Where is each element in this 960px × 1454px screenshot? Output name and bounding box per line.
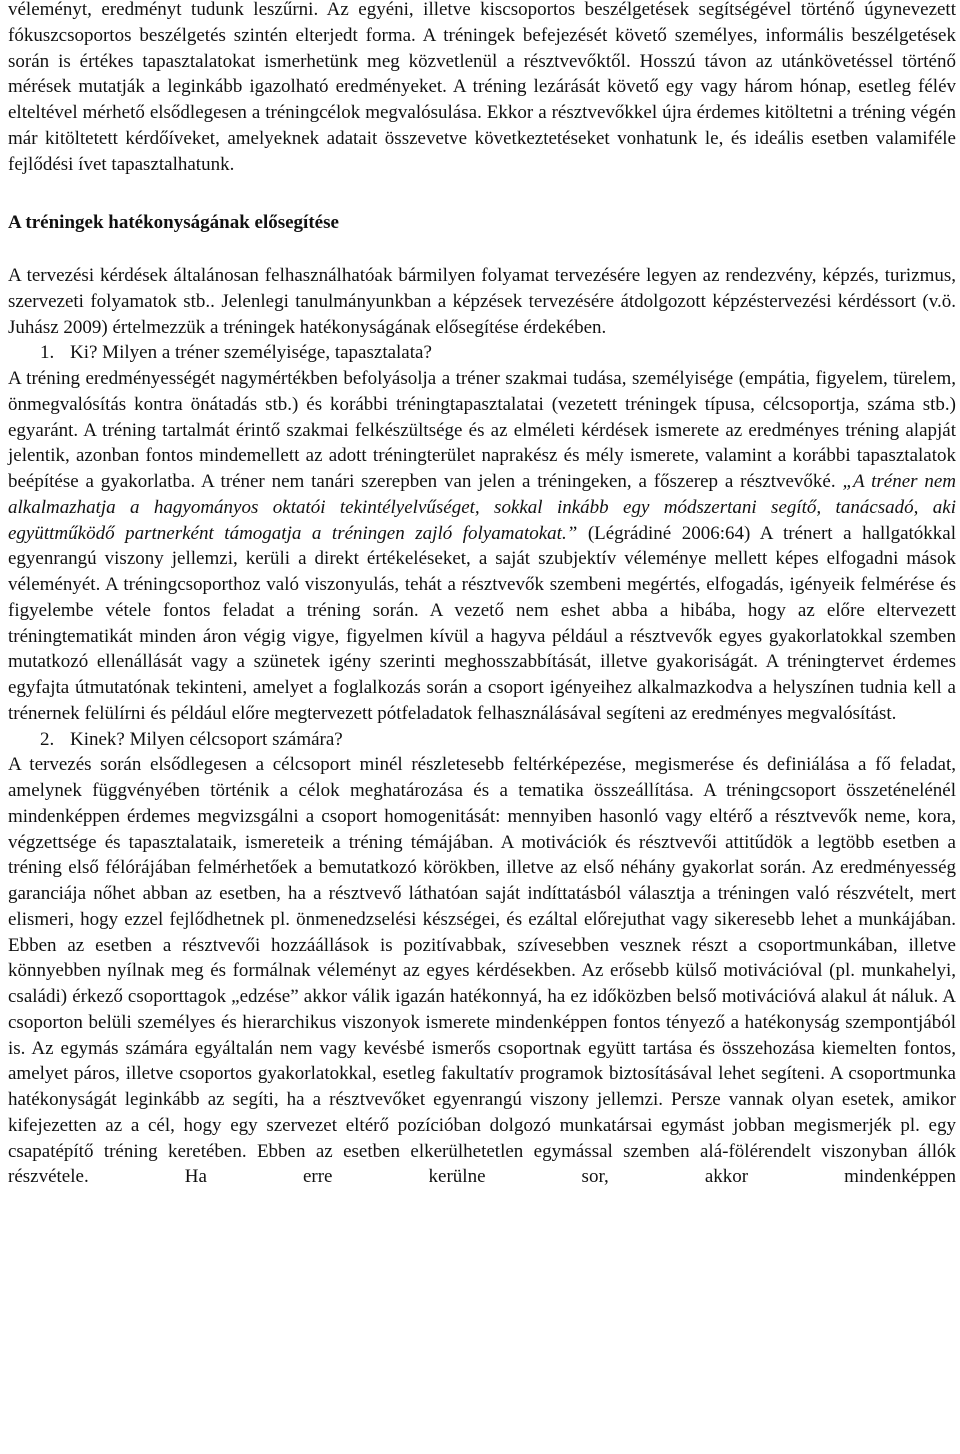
paragraph-planning-questions: A tervezési kérdések általánosan felhasználhatóak bármilyen folyamat tervezésére legyen az rendezvény, képzés, turizmus, szervezeti folyamatok stb.. Jelenlegi tanulmányunkban a képzések tervezésére átdolgozott képzéstervezési kérdéssort (v.ö. Juhász 2009) értelmezzük a tréningek hatékonyságának elősegítése érdekében. [8, 265, 956, 338]
list-item-whom [8, 727, 956, 753]
list-number: 2. [40, 728, 55, 750]
list-item-text: Kinek? Milyen célcsoport számára? [70, 728, 343, 750]
section-heading: A tréningek hatékonyságának elősegítése [8, 212, 339, 234]
paragraph-text: (Légrádiné 2006:64) A trénert a hallgatókkal egyenrangú viszony jellemzi, kerüli a direkt értékeléseket, a saját szubjektív véleménye mellett képes elfogadni mások véleményét. A tréningcsoporthoz való viszonyulás, tehát a résztvevők szembeni megértés, elfogadás, igényeik felmérése és figyelembe vétele fontos feladat a tréning során. A vezető nem eshet abba a hibába, hogy az előre eltervezett tréningtematikát minden áron végig vigye, figyelmen kívül a hagyva például a résztvevők egyes gyakorlatokkal szemben mutatkozó ellenállását vagy a szünetek igény szerinti meghosszabbítását, illetve gyakoriságát. A tréningtervet érdemes egyfajta útmutatónak tekinteni, amelyet a foglalkozás során a csoport igényeihez alkalmazkodva a helyszínen tudnia kell a trénernek felülírni és például előre megtervezett pótfeladatok felhasználásával segíteni az eredményes megvalósítást. [8, 522, 956, 724]
quote-text: „A tréner nem alkalmazhatja a hagyományos oktatói tekintélyelvűséget, sokkal inkább egy módszertani segítő, tanácsadó, aki együttműködő partnerként támogatja a tréningen zajló folyamatokat.” [8, 471, 956, 544]
paragraph-trainer [8, 366, 956, 727]
list-number: 1. [40, 342, 55, 364]
list-item-text: Ki? Milyen a tréner személyisége, tapasztalata? [70, 342, 432, 364]
paragraph-target-group: A tervezés során elsődlegesen a célcsoport minél részletesebb feltérképezése, megismerése és definiálása a fő feladat, amelynek függvényében történik a célok meghatározása és a tematika összeállítása. A tréningcsoport összeténelénél mindenképpen érdemes megvizsgálni a csoport homogenitását: mennyiben hasonló vagy eltérő a résztvevők neme, kora, végzettsége és tapasztalataik, ismereteik a tréning témájában. A motivációk és résztvevői attitűdök a legtöbb esetben a tréning első félórájában felmérhetőek a bemutatkozó körökben, illetve az első néhány gyakorlat során. Az eredményesség garanciája nőhet abban az esetben, ha a résztvevő láthatóan saját indíttatásból választja a tréningen való részvételt, mert elismeri, hogy ezzel fejlődhetnek pl. önmenedzselési készségei, és ezáltal előrejuthat vagy sikeresebb lehet a munkájában. Ebben az esetben a résztvevői hozzáállások is pozitívabbak, szívesebben vesznek részt a csoportmunkában, illetve könnyebben nyílnak meg és formálnak véleményt az egyes kérdésekben. Az erősebb külső motivációval (pl. munkahelyi, családi) érkező csoporttagok „edzése” akkor válik igazán hatékonnyá, ha ez időközben belső motivációvá alakul át náluk. A csoporton belüli személyes és hierarchikus viszonyok ismerete mindenképpen fontos tényező a hatékonyság szempontjából is. Az egymás számára egyáltalán nem vagy kevésbé ismerős csoportnak együtt tartása és összehozása kiemelten fontos, amelyet páros, illetve csoportos gyakorlatokkal, esetleg fakultatív programok biztosításával lehet segíteni. A csoportmunka hatékonyságát leginkább az segíti, ha a résztvevőket egyenrangú viszony jellemzi. Persze vannak olyan esetek, amikor kifejezetten az a cél, hogy egy szervezet eltérő pozícióban dolgozó munkatársai egymást jobban megismerjék pl. egy csapatépítő tréning keretében. Ebben az esetben elkerülhetetlen egymással szemben alá-fölérendelt viszonyban állók részvétele. Ha erre kerülne sor, akkor mindenképpen [8, 754, 956, 1188]
paragraph-text: A tréning eredményességét nagymértékben befolyásolja a tréner szakmai tudása, személyisége (empátia, figyelem, türelem, önmegvalósítás kontra önátadás stb.) és korábbi tréningtapasztalatai (vezetett tréningek típusa, célcsoportja, száma stb.) egyaránt. A tréning tartalmát érintő szakmai felkészültsége és az elméleti kérdések ismerete az eredményes tréning alapját jelentik, azonban fontos mindemellett az adott tréningterület naprakész és mély ismerete, valamint a korábbi tapasztalatok beépítése a gyakorlatba. A tréner nem tanári szerepben van jelen a tréningeken, a főszerep a résztvevőké. [8, 368, 956, 492]
list-item-who [8, 340, 956, 366]
document-page [8, 0, 956, 1190]
spacer [8, 177, 956, 210]
spacer [8, 236, 956, 263]
intro-paragraph: véleményt, eredményt tudunk leszűrni. Az egyéni, illetve kiscsoportos beszélgetések segítségével történő úgynevezett fókuszcsoportos beszélgetés szintén elterjedt forma. A tréningek befejezését követő személyes, informális beszélgetések során is értékes tapasztalatokat ismerhetünk meg közvetlenül a résztvevőktől. Hosszú távon az utánkövetéssel történő mérések mutatják a leginkább igazolható eredményeket. A tréning lezárását követő egy vagy három hónap, esetleg félév elteltével mérhető elsődlegesen a tréningcélok megvalósulása. Ekkor a résztvevőkkel újra érdemes kitöltetni a tréning végén már kitöltetett kérdőíveket, amelyeknek adatait összevetve következtetéseket vonhatunk le, és ideális esetben valamiféle fejlődési ívet tapasztalhatunk. [8, 0, 956, 175]
